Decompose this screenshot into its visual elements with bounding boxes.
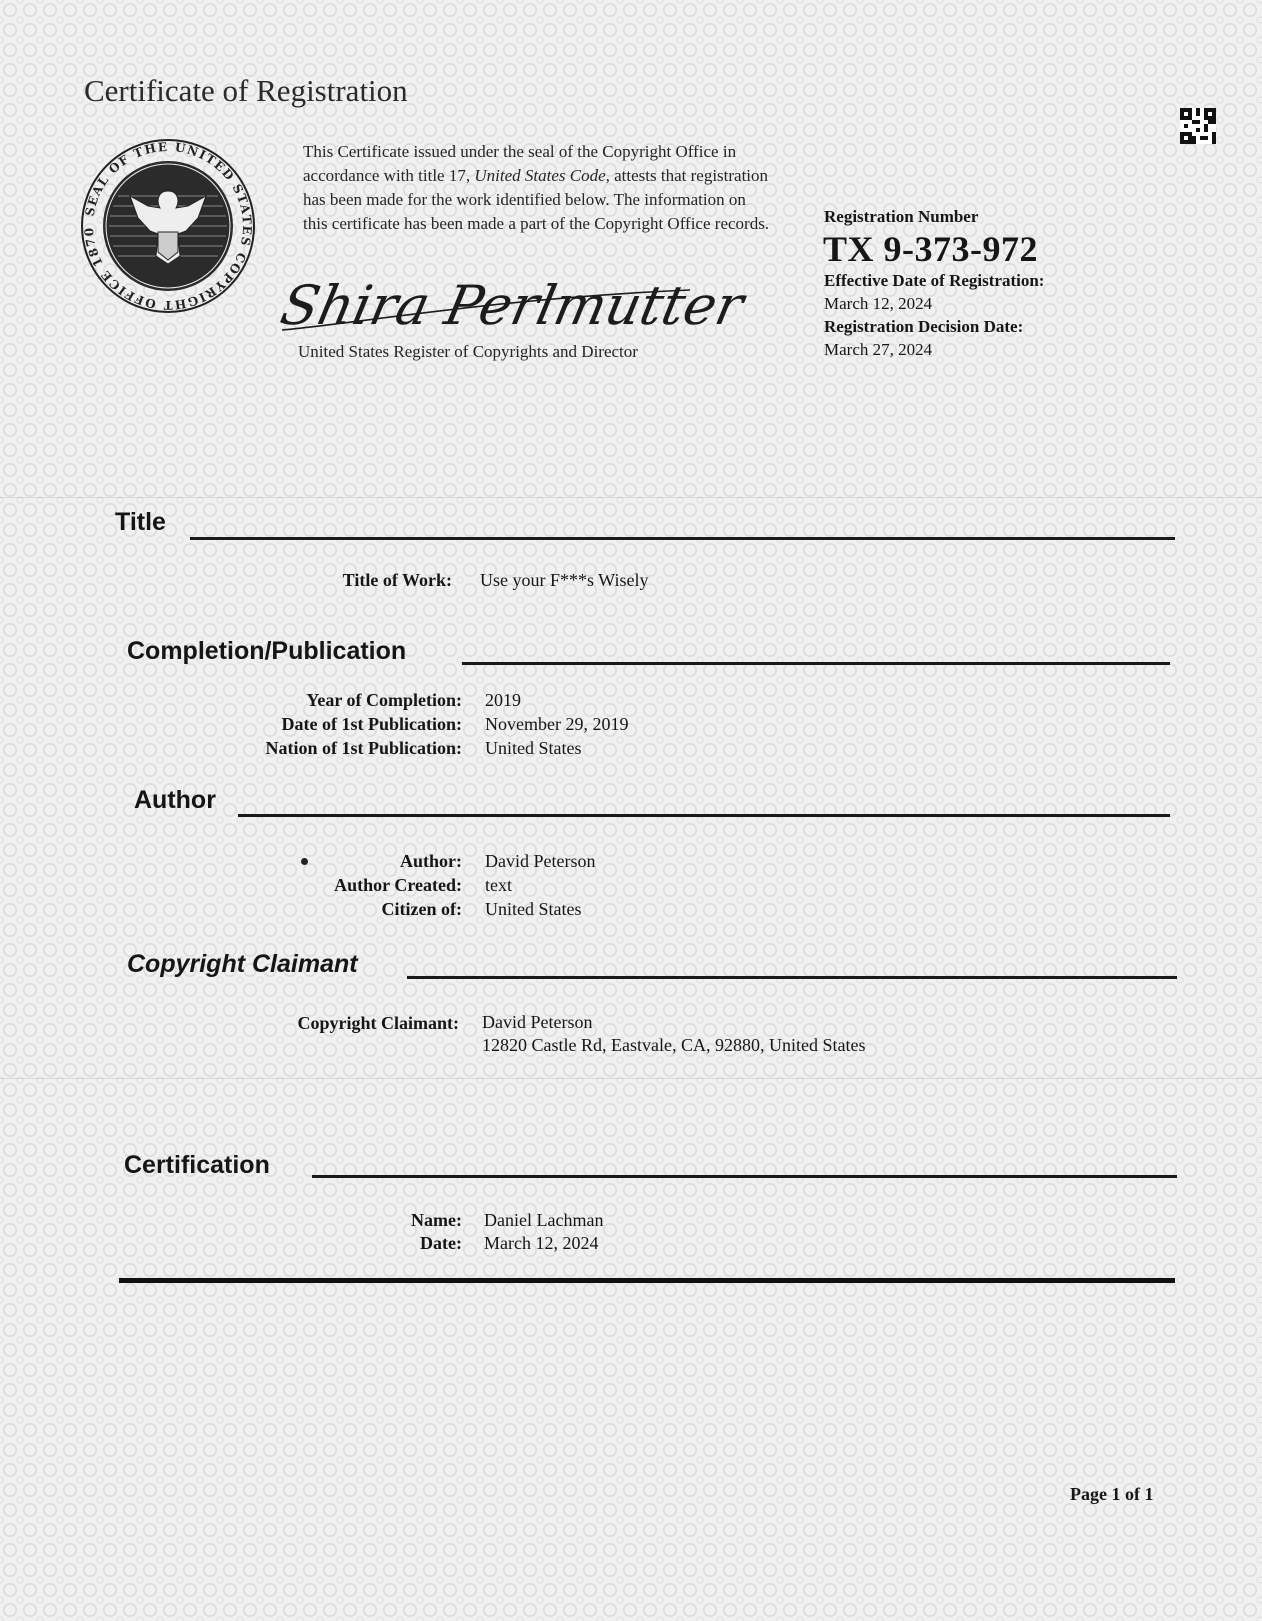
section-heading-completion: Completion/Publication bbox=[127, 637, 407, 665]
title-of-work-value: Use your F***s Wisely bbox=[480, 570, 649, 590]
first-publication-date-value: November 29, 2019 bbox=[485, 714, 629, 734]
certification-date-label: Date: bbox=[420, 1233, 462, 1253]
citizen-of-value: United States bbox=[485, 899, 582, 919]
section-heading-author: Author bbox=[134, 786, 216, 814]
author-bullet bbox=[301, 858, 308, 865]
end-rule bbox=[119, 1278, 1175, 1283]
first-publication-nation-value: United States bbox=[485, 738, 582, 758]
page-number: Page 1 of 1 bbox=[1070, 1484, 1154, 1504]
registration-number-label: Registration Number bbox=[824, 207, 979, 226]
statement-text: This Certificate issued under the seal of the Copyright Office in accordance with title 17, bbox=[303, 142, 737, 185]
certification-name-value: Daniel Lachman bbox=[484, 1210, 604, 1230]
certificate-statement bbox=[303, 140, 773, 236]
section-rule bbox=[312, 1175, 1177, 1178]
signature-text: Shira Perlmutter bbox=[275, 273, 750, 337]
effective-date-label: Effective Date of Registration: bbox=[824, 271, 1045, 290]
author-value: David Peterson bbox=[485, 851, 596, 871]
first-publication-date-label: Date of 1st Publication: bbox=[281, 714, 462, 734]
section-rule bbox=[407, 976, 1177, 979]
certification-name-label: Name: bbox=[411, 1210, 462, 1230]
copyright-office-seal bbox=[78, 136, 258, 321]
certificate-title: Certificate of Registration bbox=[84, 73, 408, 108]
director-signature bbox=[275, 268, 750, 353]
section-heading-title: Title bbox=[115, 508, 166, 536]
author-created-value: text bbox=[485, 875, 512, 895]
fold-line bbox=[0, 1078, 1262, 1079]
author-label: Author: bbox=[400, 851, 462, 871]
statement-code-citation: United States Code, bbox=[474, 166, 610, 185]
section-rule bbox=[462, 662, 1170, 665]
seal-text: SEAL OF THE UNITED STATES COPYRIGHT OFFICE 1870 bbox=[81, 139, 255, 313]
decision-date-label: Registration Decision Date: bbox=[824, 317, 1024, 336]
author-created-label: Author Created: bbox=[334, 875, 462, 895]
copyright-claimant-label: Copyright Claimant: bbox=[297, 1013, 459, 1033]
year-of-completion-label: Year of Completion: bbox=[306, 690, 462, 710]
certification-date-value: March 12, 2024 bbox=[484, 1233, 599, 1253]
director-caption: United States Register of Copyrights and Director bbox=[298, 342, 638, 361]
first-publication-nation-label: Nation of 1st Publication: bbox=[265, 738, 462, 758]
copyright-claimant-name: David Peterson bbox=[482, 1012, 593, 1032]
fold-line bbox=[0, 497, 1262, 498]
section-rule bbox=[238, 814, 1170, 817]
qr-code-icon bbox=[1180, 108, 1216, 144]
section-heading-certification: Certification bbox=[124, 1151, 270, 1179]
section-rule bbox=[190, 537, 1175, 540]
section-heading-claimant: Copyright Claimant bbox=[127, 950, 358, 978]
decision-date: March 27, 2024 bbox=[824, 340, 933, 359]
statement-text: attests that registration has been made for the work identified below. The information on this certificate has been made a part of the Copyright Office records. bbox=[303, 166, 770, 233]
copyright-claimant-address: 12820 Castle Rd, Eastvale, CA, 92880, United States bbox=[482, 1035, 866, 1055]
citizen-of-label: Citizen of: bbox=[381, 899, 462, 919]
title-of-work-label: Title of Work: bbox=[342, 570, 452, 590]
effective-date: March 12, 2024 bbox=[824, 294, 933, 313]
year-of-completion-value: 2019 bbox=[485, 690, 521, 710]
registration-number: TX 9-373-972 bbox=[823, 229, 1038, 269]
